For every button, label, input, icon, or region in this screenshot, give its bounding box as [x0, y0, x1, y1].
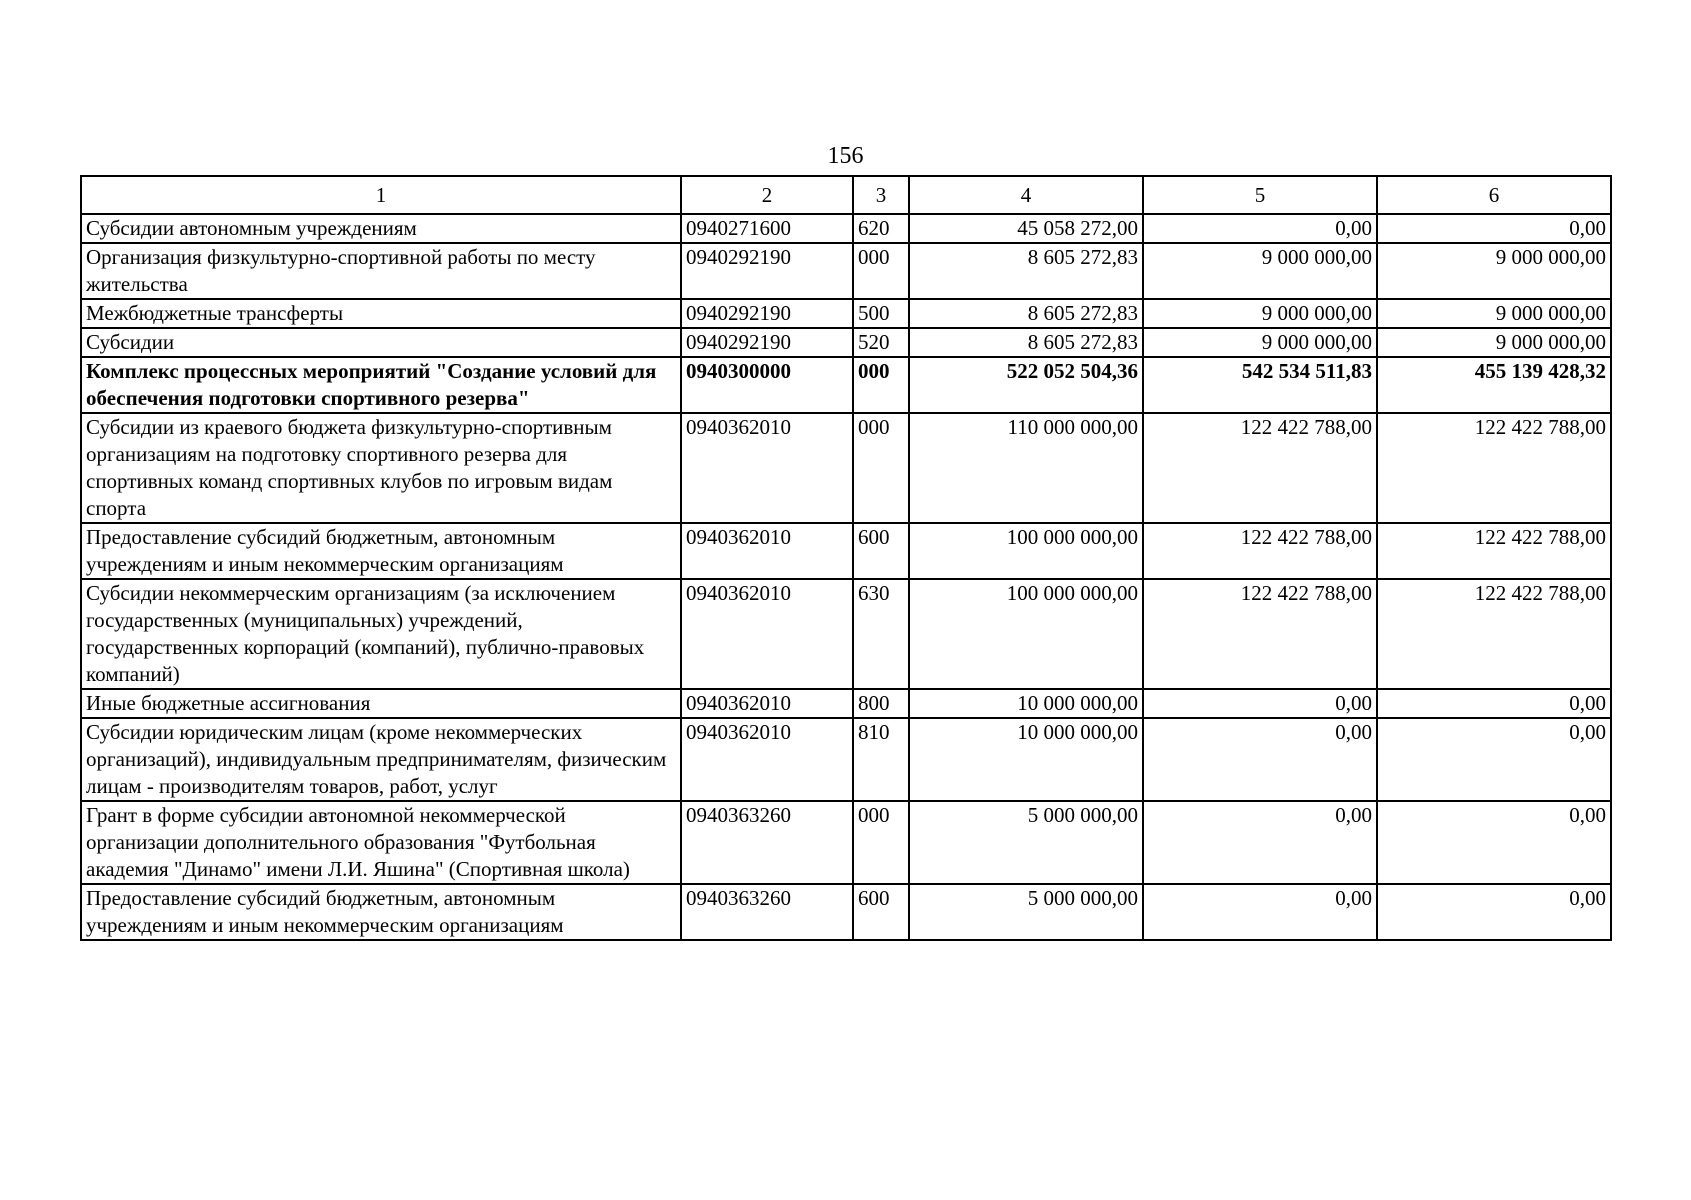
table-header-row	[81, 176, 1611, 214]
table-row	[81, 413, 1611, 523]
table-row	[81, 689, 1611, 718]
row-amount-col6: 0,00	[1377, 801, 1611, 884]
row-name: Межбюджетные трансферты	[81, 299, 681, 328]
column-header-4: 4	[909, 176, 1143, 214]
page-number: 156	[827, 143, 864, 169]
row-amount-col6: 9 000 000,00	[1377, 299, 1611, 328]
row-amount-col5: 0,00	[1143, 214, 1377, 243]
row-amount-col4: 8 605 272,83	[909, 243, 1143, 299]
row-amount-col6: 455 139 428,32	[1377, 357, 1611, 413]
row-code: 0940362010	[681, 718, 853, 801]
row-expense-type: 000	[853, 801, 909, 884]
table-row	[81, 718, 1611, 801]
row-expense-type: 630	[853, 579, 909, 689]
row-name: Комплекс процессных мероприятий "Создание условий для обеспечения подготовки спортивного резерва"	[81, 357, 681, 413]
row-amount-col6: 9 000 000,00	[1377, 243, 1611, 299]
row-code: 0940292190	[681, 299, 853, 328]
row-amount-col4: 10 000 000,00	[909, 689, 1143, 718]
row-expense-type: 000	[853, 413, 909, 523]
row-amount-col5: 122 422 788,00	[1143, 523, 1377, 579]
row-name: Грант в форме субсидии автономной некоммерческой организации дополнительного образования "Футбольная академия "Динамо" имени Л.И. Яшина" (Спортивная школа)	[81, 801, 681, 884]
row-name: Субсидии некоммерческим организациям (за исключением государственных (муниципальных) учреждений, государственных корпораций (компаний), публично-правовых компаний)	[81, 579, 681, 689]
row-expense-type: 810	[853, 718, 909, 801]
row-expense-type: 520	[853, 328, 909, 357]
column-header-1: 1	[81, 176, 681, 214]
row-amount-col5: 0,00	[1143, 689, 1377, 718]
table-row	[81, 328, 1611, 357]
row-code: 0940362010	[681, 689, 853, 718]
row-amount-col5: 0,00	[1143, 718, 1377, 801]
row-amount-col5: 9 000 000,00	[1143, 299, 1377, 328]
row-name: Предоставление субсидий бюджетным, автономным учреждениям и иным некоммерческим организациям	[81, 523, 681, 579]
row-code: 0940292190	[681, 243, 853, 299]
row-name: Предоставление субсидий бюджетным, автономным учреждениям и иным некоммерческим организациям	[81, 884, 681, 940]
row-name: Субсидии из краевого бюджета физкультурно-спортивным организациям на подготовку спортивного резерва для спортивных команд спортивных клубов по игровым видам спорта	[81, 413, 681, 523]
row-amount-col4: 110 000 000,00	[909, 413, 1143, 523]
row-amount-col4: 8 605 272,83	[909, 328, 1143, 357]
row-amount-col6: 0,00	[1377, 214, 1611, 243]
row-expense-type: 620	[853, 214, 909, 243]
row-code: 0940271600	[681, 214, 853, 243]
row-amount-col5: 122 422 788,00	[1143, 579, 1377, 689]
row-amount-col6: 0,00	[1377, 718, 1611, 801]
row-amount-col5: 9 000 000,00	[1143, 243, 1377, 299]
row-amount-col5: 0,00	[1143, 884, 1377, 940]
row-code: 0940362010	[681, 523, 853, 579]
row-expense-type: 600	[853, 884, 909, 940]
row-expense-type: 600	[853, 523, 909, 579]
row-amount-col4: 100 000 000,00	[909, 523, 1143, 579]
row-code: 0940363260	[681, 884, 853, 940]
table-row	[81, 243, 1611, 299]
row-amount-col6: 9 000 000,00	[1377, 328, 1611, 357]
row-code: 0940362010	[681, 413, 853, 523]
column-header-3: 3	[853, 176, 909, 214]
row-name: Иные бюджетные ассигнования	[81, 689, 681, 718]
row-amount-col4: 5 000 000,00	[909, 801, 1143, 884]
row-expense-type: 500	[853, 299, 909, 328]
row-amount-col4: 100 000 000,00	[909, 579, 1143, 689]
row-expense-type: 000	[853, 243, 909, 299]
row-expense-type: 800	[853, 689, 909, 718]
row-amount-col4: 5 000 000,00	[909, 884, 1143, 940]
column-header-2: 2	[681, 176, 853, 214]
row-amount-col6: 0,00	[1377, 884, 1611, 940]
row-code: 0940300000	[681, 357, 853, 413]
column-header-5: 5	[1143, 176, 1377, 214]
row-amount-col6: 0,00	[1377, 689, 1611, 718]
table-row	[81, 214, 1611, 243]
row-expense-type: 000	[853, 357, 909, 413]
table-row	[81, 884, 1611, 940]
row-amount-col6: 122 422 788,00	[1377, 523, 1611, 579]
row-amount-col5: 542 534 511,83	[1143, 357, 1377, 413]
row-amount-col4: 45 058 272,00	[909, 214, 1143, 243]
row-amount-col6: 122 422 788,00	[1377, 579, 1611, 689]
row-amount-col4: 8 605 272,83	[909, 299, 1143, 328]
column-header-6: 6	[1377, 176, 1611, 214]
row-name: Субсидии автономным учреждениям	[81, 214, 681, 243]
row-amount-col6: 122 422 788,00	[1377, 413, 1611, 523]
row-name: Субсидии	[81, 328, 681, 357]
row-name: Субсидии юридическим лицам (кроме некоммерческих организаций), индивидуальным предпринимателям, физическим лицам - производителям товаров, работ, услуг	[81, 718, 681, 801]
table-row	[81, 801, 1611, 884]
row-amount-col5: 122 422 788,00	[1143, 413, 1377, 523]
row-code: 0940363260	[681, 801, 853, 884]
budget-table	[80, 175, 1612, 941]
row-amount-col4: 10 000 000,00	[909, 718, 1143, 801]
table-row	[81, 523, 1611, 579]
table-row	[81, 579, 1611, 689]
row-amount-col5: 0,00	[1143, 801, 1377, 884]
table-row	[81, 357, 1611, 413]
row-name: Организация физкультурно-спортивной работы по месту жительства	[81, 243, 681, 299]
row-amount-col5: 9 000 000,00	[1143, 328, 1377, 357]
table-row	[81, 299, 1611, 328]
row-code: 0940292190	[681, 328, 853, 357]
row-amount-col4: 522 052 504,36	[909, 357, 1143, 413]
row-code: 0940362010	[681, 579, 853, 689]
